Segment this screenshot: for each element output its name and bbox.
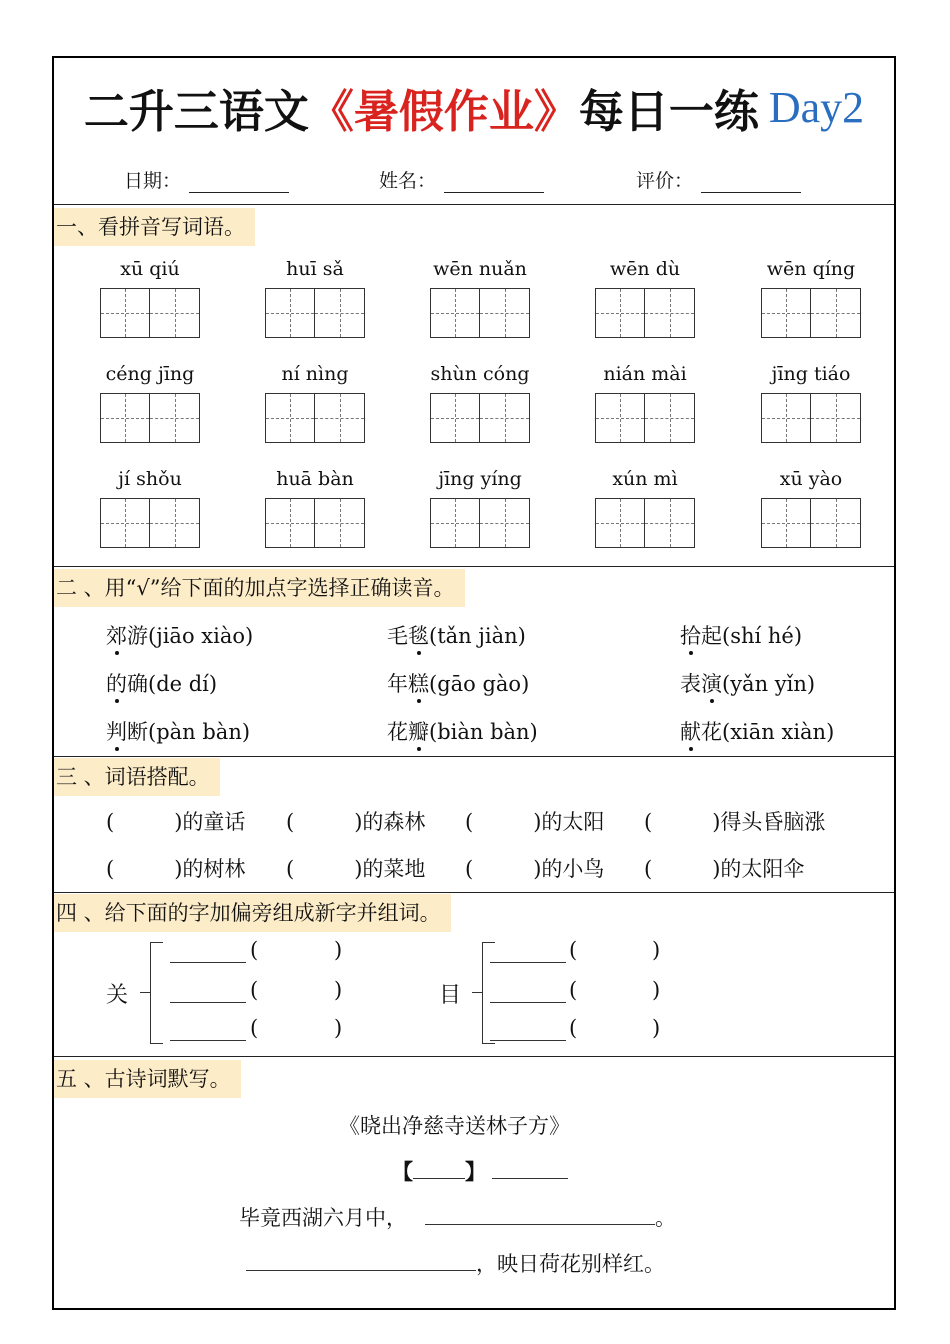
pinyin-options: (xiān xiàn) [722,720,835,744]
brace-bracket [482,942,495,1044]
divider [54,204,894,205]
tian-grid-box[interactable] [430,498,530,548]
word-char: 毛 [387,624,408,648]
new-char-blank[interactable] [170,1002,246,1003]
word-char: 年 [387,672,408,696]
title-part1: 二升三语文 [83,84,309,138]
tian-cell[interactable] [811,288,861,338]
tian-cell[interactable] [645,393,695,443]
tian-grid-box[interactable] [430,393,530,443]
tian-cell[interactable] [315,498,365,548]
section2-heading: 二 、用“√”给下面的加点字选择正确读音。 [54,569,465,607]
new-char-blank[interactable] [170,1040,246,1041]
paren-open: ( [569,938,578,962]
pinyin-options: (yǎn yǐn) [722,672,816,696]
page-title [54,58,894,156]
reading-choice-item[interactable] [387,620,526,650]
pinyin-label: ní nìng [281,363,349,385]
match-word: 的太阳伞 [720,857,805,881]
title-part3: 每日一练 [578,84,759,138]
tian-grid-box[interactable] [265,393,365,443]
name-label: 姓名： [379,170,437,192]
tian-cell[interactable] [430,498,480,548]
word-char: 演 [701,668,722,698]
tian-cell[interactable] [150,498,200,548]
divider [54,756,894,757]
tian-cell[interactable] [265,498,315,548]
word-char: 瓣 [408,716,429,746]
tian-cell[interactable] [595,393,645,443]
word-char: 的 [106,668,127,698]
reading-choice-item[interactable] [680,620,802,650]
paren-close: ) [533,857,542,881]
pinyin-label: wēn qíng [766,258,856,280]
reading-choice-item[interactable] [387,716,538,746]
tian-cell[interactable] [150,288,200,338]
word-char: 糕 [408,668,429,698]
poem-author-row [392,1156,568,1186]
tian-grid-box[interactable] [761,288,861,338]
section5-heading: 五 、古诗词默写。 [54,1060,241,1098]
tian-cell[interactable] [265,288,315,338]
paren-close: ) [334,938,343,962]
paren-close: ) [334,978,343,1002]
tian-cell[interactable] [480,393,530,443]
tian-cell[interactable] [430,288,480,338]
tian-grid-box[interactable] [100,498,200,548]
tian-cell[interactable] [480,498,530,548]
pinyin-label: huā bàn [276,468,354,490]
divider [54,566,894,567]
match-word: 得头昏脑涨 [720,810,826,834]
tian-grid-box[interactable] [265,288,365,338]
base-char-guan: 关 [106,983,129,1008]
section3-heading: 三 、词语搭配。 [54,758,220,796]
author-blank[interactable] [492,1158,568,1179]
pinyin-label: wēn nuǎn [433,258,527,280]
reading-choice-item[interactable] [680,716,834,746]
reading-choice-item[interactable] [106,716,250,746]
poem-line2 [246,1248,665,1278]
pinyin-label: huī sǎ [286,258,344,280]
paren-close: ) [652,938,661,962]
pinyin-label: xū qiú [120,258,180,280]
paren-open: ( [569,978,578,1002]
tian-grid-box[interactable] [100,288,200,338]
tian-cell[interactable] [430,393,480,443]
paren-close: ) [354,810,363,834]
pinyin-options: (de dí) [148,672,218,696]
pinyin-options: (pàn bàn) [148,720,251,744]
title-day: Day2 [768,82,865,132]
tian-cell[interactable] [761,393,811,443]
pinyin-label: xū yào [779,468,843,490]
name-field[interactable] [379,166,544,193]
paren-open: ( [465,857,474,881]
tian-cell[interactable] [315,288,365,338]
tian-cell[interactable] [150,393,200,443]
match-word: 的太阳 [541,810,605,834]
info-row [54,156,894,204]
pinyin-options: (biàn bàn) [429,720,538,744]
paren-open: ( [644,857,653,881]
paren-close: ) [533,810,542,834]
date-field[interactable] [124,166,289,193]
brace-tick [140,992,150,993]
tian-cell[interactable] [595,498,645,548]
tian-cell[interactable] [100,288,150,338]
paren-close: ) [174,810,183,834]
dynasty-blank[interactable] [413,1158,465,1179]
word-match-item[interactable] [106,806,245,836]
paren-open: ( [286,857,295,881]
paren-close: ) [652,978,661,1002]
pinyin-options: (gāo gào) [429,672,530,696]
word-char: 判 [106,716,127,746]
paren-open: ( [250,978,259,1002]
date-blank[interactable] [189,172,289,193]
tian-cell[interactable] [811,393,861,443]
word-match-item[interactable] [106,853,245,883]
paren-open: ( [250,1016,259,1040]
reading-choice-item[interactable] [106,668,217,698]
paren-close: ) [354,857,363,881]
reading-choice-item[interactable] [387,668,529,698]
paren-open: ( [569,1016,578,1040]
word-char: 花 [387,720,408,744]
paren-close: ) [174,857,183,881]
paren-close: ) [652,1016,661,1040]
tian-cell[interactable] [100,498,150,548]
brace-tick [472,992,482,993]
paren-open: ( [465,810,474,834]
word-char: 游 [127,624,148,648]
tian-grid-box[interactable] [761,498,861,548]
new-char-blank[interactable] [490,962,566,963]
word-char: 拾 [680,620,701,650]
tian-grid-box[interactable] [430,288,530,338]
match-word: 的小鸟 [541,857,605,881]
poem-line2-blank[interactable] [246,1248,476,1271]
pinyin-label: jīng yíng [438,468,522,490]
author-bracket-close: 】 [465,1159,486,1184]
pinyin-options: (tǎn jiàn) [429,624,526,648]
word-char: 花 [701,720,722,744]
match-word: 的树林 [182,857,246,881]
word-char: 献 [680,716,701,746]
pinyin-label: jí shǒu [118,468,182,490]
pinyin-label: shùn cóng [430,363,530,385]
tian-grid-box[interactable] [100,393,200,443]
tian-grid-box[interactable] [595,393,695,443]
word-char: 表 [680,672,701,696]
divider [54,1056,894,1057]
divider [54,892,894,893]
word-match-item[interactable] [465,806,604,836]
word-match-item[interactable] [286,806,425,836]
tian-grid-box[interactable] [265,498,365,548]
tian-cell[interactable] [595,288,645,338]
pinyin-label: nián mài [603,363,687,385]
paren-open: ( [106,810,115,834]
paren-open: ( [106,857,115,881]
tian-cell[interactable] [100,393,150,443]
word-match-item[interactable] [286,853,425,883]
pinyin-label: céng jīng [105,363,195,385]
new-char-blank[interactable] [170,962,246,963]
section4-heading: 四 、给下面的字加偏旁组成新字并组词。 [54,894,451,932]
poem-line1 [239,1202,676,1232]
grade-field[interactable] [636,166,801,193]
paren-close: ) [712,857,721,881]
poem-line1-end: 。 [655,1206,676,1230]
tian-cell[interactable] [761,498,811,548]
tian-grid-box[interactable] [761,393,861,443]
tian-cell[interactable] [645,288,695,338]
match-word: 的菜地 [362,857,426,881]
brace-bracket [150,942,163,1044]
word-char: 起 [701,624,722,648]
tian-grid-box[interactable] [595,498,695,548]
word-char: 毯 [408,620,429,650]
poem-line1-text: 毕竟西湖六月中， [239,1206,407,1230]
word-match-item[interactable] [644,853,804,883]
pinyin-options: (shí hé) [722,624,803,648]
match-word: 的森林 [362,810,426,834]
paren-close: ) [334,1016,343,1040]
match-word: 的童话 [182,810,246,834]
author-bracket-open: 【 [392,1159,413,1184]
tian-cell[interactable] [761,288,811,338]
poem-line2-text: ，映日荷花别样红。 [476,1252,665,1276]
section1-heading: 一、看拼音写词语。 [54,208,255,246]
paren-open: ( [644,810,653,834]
paren-close: ) [712,810,721,834]
paren-open: ( [250,938,259,962]
word-match-item[interactable] [465,853,604,883]
word-match-item[interactable] [644,806,825,836]
pinyin-label: wēn dù [609,258,681,280]
tian-cell[interactable] [645,498,695,548]
paren-open: ( [286,810,295,834]
word-char: 确 [127,672,148,696]
grade-blank[interactable] [701,172,801,193]
word-char: 断 [127,720,148,744]
word-char: 郊 [106,620,127,650]
name-blank[interactable] [444,172,544,193]
new-char-blank[interactable] [490,1040,566,1041]
base-char-mu: 目 [439,983,462,1008]
poem-title: 《晓出净慈寺送林子方》 [339,1114,570,1138]
poem-line1-blank[interactable] [425,1202,655,1225]
title-part2: 《暑假作业》 [308,84,579,138]
date-label: 日期： [124,170,182,192]
tian-cell[interactable] [265,393,315,443]
pinyin-label: jīng tiáo [771,363,851,385]
pinyin-label: xún mì [612,468,678,490]
reading-choice-item[interactable] [680,668,815,698]
pinyin-options: (jiāo xiào) [148,624,254,648]
grade-label: 评价： [636,170,694,192]
tian-cell[interactable] [480,288,530,338]
new-char-blank[interactable] [490,1002,566,1003]
reading-choice-item[interactable] [106,620,253,650]
tian-cell[interactable] [811,498,861,548]
tian-cell[interactable] [315,393,365,443]
tian-grid-box[interactable] [595,288,695,338]
worksheet [52,56,896,1310]
